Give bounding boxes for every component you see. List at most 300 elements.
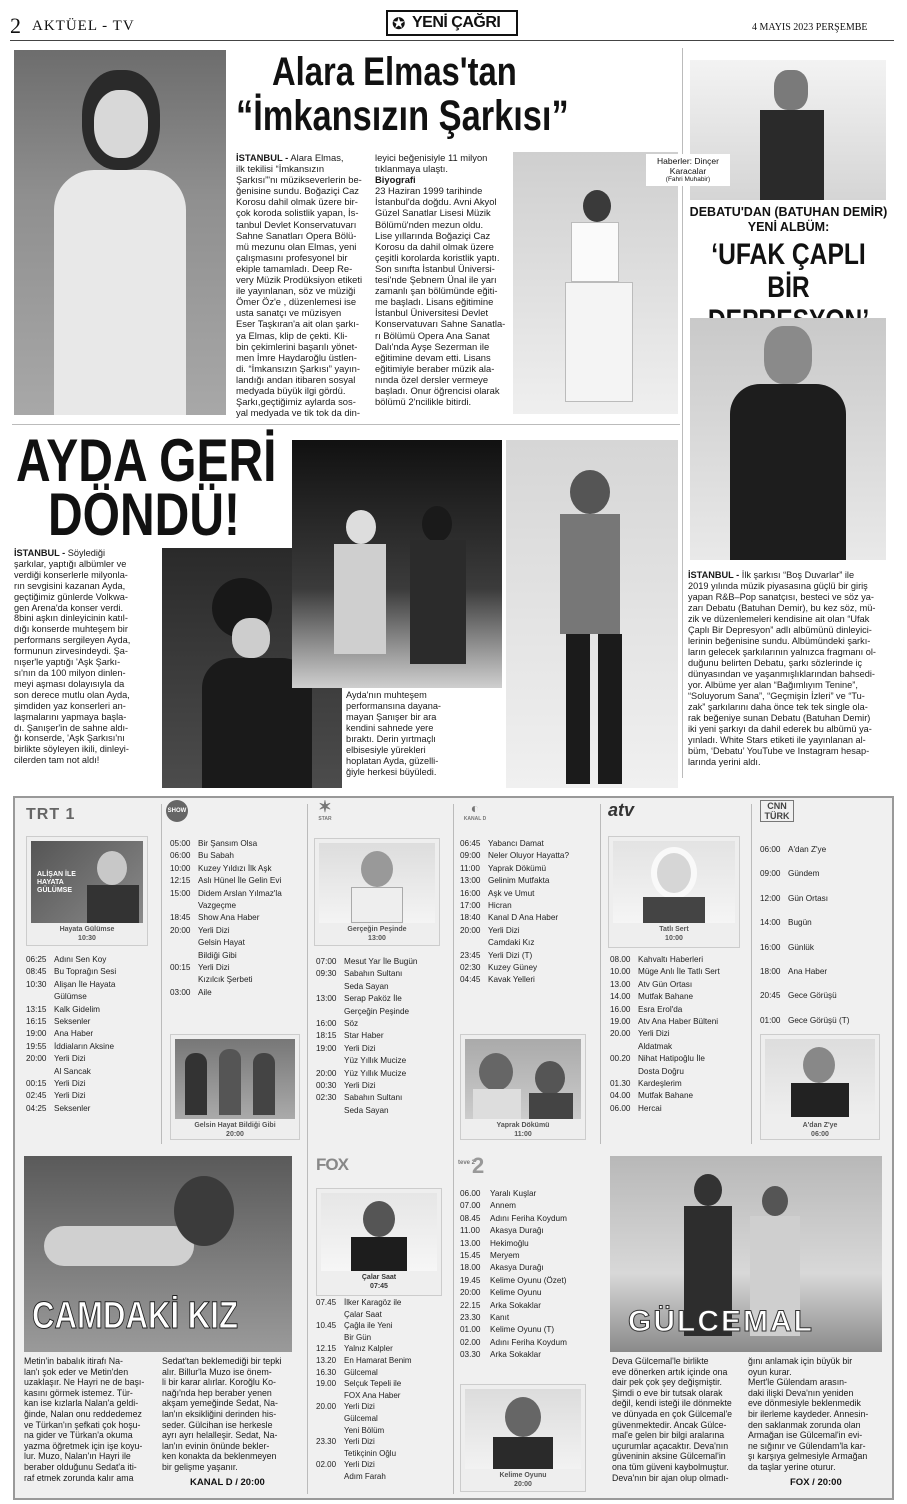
teve2-program-photo <box>465 1389 581 1469</box>
schedule-row <box>26 1053 116 1065</box>
debatu-body <box>688 570 892 768</box>
schedule-program: Yerli Dizi <box>638 1029 670 1039</box>
schedule-time: 18:15 <box>316 1031 337 1041</box>
schedule-program: Kuzey Yıldızı İlk Aşk <box>198 863 272 873</box>
schedule-row <box>460 1287 567 1299</box>
text-line: akşam yemeğinde Sedat, Na- <box>162 1398 278 1409</box>
text-line: mal'e gelen bir bilgi aralarına <box>612 1430 725 1441</box>
schedule-program: Aldatmak <box>638 1041 673 1051</box>
schedule-time: 23.30 <box>316 1437 337 1447</box>
schedule-time: 19.00 <box>316 1379 337 1389</box>
schedule-time: 20:45 <box>760 991 781 1001</box>
text-line: İstanbul'da doğdu. Avni Akyol <box>375 196 497 208</box>
text-line: ile yayınlanan, söz ve müziği <box>236 285 356 297</box>
text-line: seder. Gülcihan ise herkesle <box>162 1419 273 1430</box>
cnnturk-caption-title: A'dan Z'ye <box>802 1122 838 1129</box>
schedule-program: Mutfak Bahane <box>638 1091 694 1101</box>
text-line: medyada büyük ilgi gördü. <box>236 384 346 396</box>
schedule-program: Al Sancak <box>54 1066 91 1076</box>
schedule-row <box>316 1055 417 1067</box>
text-line: ve Türkan'ın şefkati çok hoşu- <box>24 1419 141 1430</box>
schedule-program: Gelinim Mutfakta <box>488 876 550 886</box>
schedule-row <box>610 1090 720 1102</box>
text-line: Güzel Sanatlar Lisesi Müzik <box>375 207 491 219</box>
schedule-time: 18:40 <box>460 913 481 923</box>
schedule-time: 20:00 <box>460 1288 481 1298</box>
trt1-caption-title: Hayata Gülümse <box>59 926 115 933</box>
schedule-row <box>316 956 417 968</box>
schedule-row <box>316 1332 412 1344</box>
teve2-number-icon: 2 <box>472 1153 485 1178</box>
schedule-row <box>26 1028 116 1040</box>
text-line: lan'ın eksikliğini derinden his- <box>162 1408 277 1419</box>
schedule-time: 19:00 <box>316 1043 337 1053</box>
schedule-time: 13:00 <box>316 994 337 1004</box>
schedule-program: Kelime Oyunu (T) <box>490 1325 555 1335</box>
star-logo-text: STAR <box>318 816 332 822</box>
schedule-program: Ana Haber <box>788 967 828 977</box>
schedule-time: 02:45 <box>26 1091 47 1101</box>
schedule-time: 20:00 <box>316 1068 337 1078</box>
text-line: uçurumlar açacaktır. Deva'nın <box>612 1440 729 1451</box>
cnnturk-photo-box <box>760 1034 880 1140</box>
schedule-row <box>26 1103 116 1115</box>
schedule-row <box>26 966 116 978</box>
page-number: 2 <box>10 13 21 38</box>
text-line: lan'ı şok eder ve Metin'den <box>24 1366 129 1377</box>
text-line: gen Arena'da konser verdi. <box>14 602 124 613</box>
schedule-time: 12.15 <box>316 1344 337 1354</box>
schedule-program: Mesut Yar İle Bugün <box>344 957 418 966</box>
schedule-row <box>316 1448 412 1460</box>
text-line: Deva Gülcemal'le birlikte <box>612 1356 709 1366</box>
schedule-time: 10:30 <box>26 979 47 989</box>
schedule-row <box>610 1053 720 1065</box>
schedule-program: Yerli Dizi <box>344 1081 376 1091</box>
channel-logo-star <box>314 800 336 822</box>
schedule-time: 01.00 <box>460 1325 481 1335</box>
schedule-time: 12:00 <box>760 893 781 903</box>
text-line: sı'nın da 100 milyon dinlen- <box>14 667 126 678</box>
schedule-row <box>316 1378 412 1390</box>
schedule-row <box>760 960 849 984</box>
schedule-row <box>170 925 282 937</box>
schedule-row <box>316 1030 417 1042</box>
schedule-program: Bu Sabah <box>198 851 234 861</box>
schedule-row <box>760 984 849 1008</box>
atv-program-photo <box>613 841 735 923</box>
channel-logo-teve2 <box>458 1155 498 1177</box>
debatu-kicker <box>686 205 891 235</box>
schedule-program: Yerli Dizi <box>344 1402 375 1412</box>
schedule-row <box>316 1018 417 1030</box>
text-line: mayan Şanışer bir ara <box>346 712 437 722</box>
text-line: yazma öğretmek için işe koyu- <box>24 1440 143 1451</box>
schedule-program: Seda Sayan <box>344 981 389 991</box>
schedule-program: Yerli Dizi <box>344 1460 375 1470</box>
cnnturk-program-photo <box>765 1039 875 1117</box>
schedule-row <box>316 993 417 1005</box>
schedule-time: 20.00 <box>610 1029 631 1039</box>
schedule-program: Hicran <box>488 901 512 911</box>
schedule-program: Kızılcık Şerbeti <box>198 975 253 985</box>
schedule-program: Gelsin Hayat <box>198 938 245 948</box>
kanald-photo-box <box>460 1034 586 1140</box>
schedule-row <box>460 1262 567 1274</box>
text-line: 2019 yılında müzik piyasasına güçlü bir giriş <box>688 581 868 591</box>
schedule-program: En Hamarat Benim <box>344 1355 412 1365</box>
text-line: li bir karar alırlar. Koroğlu Ko- <box>162 1377 276 1388</box>
schedule-row <box>316 981 417 993</box>
text-line: Korosu da dahil olmak üzere <box>375 240 494 252</box>
column-divider <box>453 804 454 1494</box>
atv-schedule <box>610 954 720 1115</box>
schedule-row <box>460 1213 567 1225</box>
schedule-row <box>460 937 569 949</box>
schedule-time: 06:00 <box>760 845 781 854</box>
text-line: birlikte söyleyen ikili, dinleyi- <box>14 744 129 755</box>
schedule-time: 10:00 <box>170 863 191 873</box>
schedule-row <box>460 1349 567 1361</box>
gulcemal-channel: FOX / 20:00 <box>790 1477 842 1488</box>
schedule-time: 06:00 <box>170 851 191 861</box>
schedule-row <box>610 991 720 1003</box>
schedule-program: Kelime Oyunu <box>490 1288 542 1298</box>
schedule-time: 01.30 <box>610 1079 631 1089</box>
schedule-row <box>610 1028 720 1040</box>
fox-photo-box <box>316 1188 442 1296</box>
schedule-program: Yaprak Dökümü <box>488 863 547 873</box>
text-line: tesi'nde Şebnem Ünal ile yarı <box>375 274 497 286</box>
ayda-photo-caption <box>346 690 456 778</box>
schedule-program: Yerli Dizi <box>54 1079 86 1089</box>
text-line: Şarkı,geçtiğimiz aylarda sos- <box>236 396 356 408</box>
channel-logo-show: SHOW <box>166 800 188 822</box>
schedule-program: Atv Ana Haber Bülteni <box>638 1017 719 1027</box>
schedule-row <box>460 838 569 850</box>
schedule-time: 13.00 <box>460 1238 481 1248</box>
schedule-time: 00.20 <box>610 1054 631 1064</box>
text-line: very Müzik Prodüksiyon etiketi <box>236 274 363 286</box>
schedule-row <box>316 1413 412 1425</box>
text-line: Metin'in babalık itirafı Na- <box>24 1356 123 1366</box>
schedule-row <box>170 850 282 862</box>
schedule-time: 09:30 <box>316 969 337 979</box>
text-line: bir gelişme yaşanır. <box>162 1461 238 1472</box>
kanald-logo-text: KANAL D <box>463 816 487 822</box>
schedule-time: 23:45 <box>460 950 481 960</box>
schedule-row <box>316 1309 412 1321</box>
kanald-program-photo <box>465 1039 581 1119</box>
schedule-row <box>26 1078 116 1090</box>
text-line: yınladı. White Stars etiketi ile yayınlanan al- <box>688 735 866 745</box>
schedule-row <box>316 1068 417 1080</box>
schedule-program: Seda Sayan <box>344 1105 389 1115</box>
schedule-time: 02:30 <box>316 1093 337 1103</box>
schedule-row <box>610 1078 720 1090</box>
logo-text: YENİ ÇAĞRI <box>412 14 501 31</box>
star-schedule <box>316 956 417 1117</box>
text-line: Armağan ise Gülcemal'in evi- <box>748 1430 863 1441</box>
kanald-caption-time: 11:00 <box>514 1131 532 1138</box>
text-line: landığı andan itibaren sosyal <box>236 373 356 385</box>
schedule-row <box>170 950 282 962</box>
text-line: ne sığınır ve Gülendam'la kar- <box>748 1440 866 1451</box>
schedule-time: 19.00 <box>610 1017 631 1027</box>
schedule-row <box>316 1105 417 1117</box>
schedule-row <box>316 1425 412 1437</box>
text-line: kasını görmek istemez. Tür- <box>24 1387 133 1398</box>
text-line: ğinde, Nalan onu reddedemez <box>24 1408 142 1419</box>
schedule-time: 08.00 <box>610 955 631 964</box>
schedule-row <box>170 900 282 912</box>
schedule-program: Yerli Dizi <box>198 925 230 935</box>
channel-logo-kanald <box>460 800 490 822</box>
fox-schedule <box>316 1297 412 1483</box>
schedule-time: 07:00 <box>316 957 337 966</box>
schedule-time: 06:45 <box>460 839 481 848</box>
text-line: beraber olduğunu Sedat'a iti- <box>24 1461 137 1472</box>
schedule-program: Arka Sokaklar <box>490 1350 541 1360</box>
schedule-program: Çağla ile Yeni <box>344 1321 393 1331</box>
text-line: İSTANBUL - Söylediği <box>14 548 106 558</box>
schedule-program: Yerli Dizi <box>54 1054 86 1064</box>
text-line: ların gelecek şarkılarının yalnızca fragmanı ol- <box>688 647 876 657</box>
schedule-time: 08.45 <box>460 1213 481 1223</box>
schedule-program: Gerçeğin Peşinde <box>344 1006 410 1016</box>
schedule-program: Bugün <box>788 918 812 928</box>
text-line: Bölümü'nden mezun oldu. <box>375 218 484 230</box>
schedule-program: Hercai <box>638 1103 662 1113</box>
schedule-time: 05:00 <box>170 839 191 848</box>
text-line: kendini sahnede yere <box>346 723 434 733</box>
schedule-time: 02.00 <box>316 1460 337 1470</box>
text-line: duğunu belirten Debatu, şarkı sözlerinde iç <box>688 658 863 668</box>
text-line: tıklanmaya ulaştı. <box>375 163 448 175</box>
text-line: ya Elmas, klip de çekti. Kli- <box>236 329 348 341</box>
schedule-row <box>460 1324 567 1336</box>
schedule-row <box>316 1355 412 1367</box>
gulcemal-photo <box>610 1156 882 1352</box>
schedule-row <box>610 1016 720 1028</box>
schedule-time: 16:00 <box>760 942 781 952</box>
column-divider <box>600 804 601 1144</box>
schedule-program: Yalnız Kalpler <box>344 1344 393 1354</box>
atv-caption-time: 10:00 <box>665 935 683 942</box>
schedule-program: Adını Feriha Koydum <box>490 1337 567 1347</box>
schedule-time: 19.45 <box>460 1275 481 1285</box>
text-line: rak beğeniye sunan Debatu (Batuhan Demir) <box>688 713 871 723</box>
text-line: elbisesiyle yürekleri <box>346 745 426 755</box>
schedule-time: 16:00 <box>460 888 481 898</box>
alara-seated-photo <box>513 152 678 414</box>
schedule-program: Söz <box>344 1019 359 1029</box>
schedule-row <box>460 1312 567 1324</box>
text-line: formunun zirvesindeydi. Şa- <box>14 646 128 657</box>
schedule-time: 16.30 <box>316 1367 337 1377</box>
text-line: ğenisine sundu. Boğaziçi Caz <box>236 185 359 197</box>
schedule-program: Didem Arslan Yılmaz'la <box>198 888 282 898</box>
schedule-time: 07.45 <box>316 1298 337 1307</box>
text-line: cilerden tam not aldı! <box>14 755 100 766</box>
text-line: me başladı. Lisans eğitimine <box>375 296 494 308</box>
teve2-logo-text: teve 2 <box>458 1160 476 1166</box>
star-program-photo <box>319 843 435 923</box>
text-line: ğı konserde, 'Aşk Şarkısı'nı <box>14 733 125 744</box>
schedule-time: 14:00 <box>760 918 781 928</box>
cnnturk-schedule <box>760 838 849 1033</box>
schedule-program: Müge Anlı İle Tatlı Sert <box>638 967 720 977</box>
schedule-row <box>460 900 569 912</box>
text-line: dığı konserde muhteşem bir <box>14 624 128 635</box>
star-icon: ✶ <box>318 799 332 816</box>
schedule-time: 08:45 <box>26 967 47 977</box>
schedule-row <box>26 1090 116 1102</box>
text-line: yor. Albüme yer alan “Bağımlıyım Tenine”, <box>688 680 858 690</box>
text-line: Şarkısı”'nı müzikseverlerin be- <box>236 174 362 186</box>
schedule-time: 18.00 <box>460 1263 481 1273</box>
schedule-row <box>170 875 282 887</box>
byline <box>646 154 730 186</box>
text-line: raf etmek zorunda kalır ama <box>24 1472 134 1483</box>
text-line: güvenmektedir. Ancak Gülce- <box>612 1419 727 1430</box>
trt1-photo-box <box>26 836 148 946</box>
cnnturk-caption-time: 06:00 <box>811 1131 829 1138</box>
text-line: Çaplı Bir Depresyon” adlı albümünü dinleyici- <box>688 625 872 635</box>
camdaki-kiz-photo <box>24 1156 292 1352</box>
text-line: şimdiden yaz konserleri an- <box>14 700 126 711</box>
text-line: lerinin beğenisine sundu. Albümündeki şarkı- <box>688 636 871 646</box>
text-line: ona tüm güveni kaybolmuştur. <box>612 1461 729 1472</box>
text-line: ilk tekilisi “İmkansızın <box>236 163 325 175</box>
schedule-time: 09:00 <box>460 851 481 861</box>
kanald-schedule <box>460 838 569 987</box>
schedule-time: 09:00 <box>760 869 781 879</box>
schedule-time: 10.45 <box>316 1321 337 1331</box>
schedule-row <box>460 850 569 862</box>
schedule-program: Yerli Dizi (T) <box>488 950 533 960</box>
text-line: başladı. Onur öğrencisi olarak <box>375 384 500 396</box>
text-line: “Soluyorum Sana”, “Geçmişin İzleri” ve “Tu- <box>688 691 865 701</box>
schedule-row <box>760 911 849 935</box>
schedule-time: 20:00 <box>26 1054 47 1064</box>
text-line: bin çekimlerini başarılı yönet- <box>236 340 358 352</box>
schedule-program: Aslı Hünel İle Gelin Evi <box>198 876 282 886</box>
schedule-row <box>26 1066 116 1078</box>
schedule-program: Serap Paköz İle <box>344 994 402 1004</box>
schedule-program: Gülümse <box>54 992 87 1002</box>
schedule-program: Gündem <box>788 869 820 879</box>
schedule-row <box>760 862 849 886</box>
schedule-program: Camdaki Kız <box>488 938 535 948</box>
schedule-row <box>460 912 569 924</box>
text-line: ayrı ayrı helalleşir. Sedat, Na- <box>162 1430 278 1441</box>
text-line: di. “İmkansızın Şarkısı” yayın- <box>236 362 360 374</box>
schedule-program: Kavak Yelleri <box>488 975 535 985</box>
schedule-row <box>26 954 116 966</box>
text-line: Biyografi <box>375 174 416 186</box>
schedule-row <box>316 1320 412 1332</box>
text-line: leyici beğenisiyle 11 milyon <box>375 152 488 163</box>
show-schedule <box>170 838 282 999</box>
schedule-row <box>460 1225 567 1237</box>
text-line: zarı Debatu (Batuhan Demir), bu kez söz, mü- <box>688 603 876 613</box>
schedule-program: FOX Ana Haber <box>344 1390 401 1400</box>
schedule-program: Dosta Doğru <box>638 1066 684 1076</box>
schedule-row <box>460 875 569 887</box>
schedule-program: Bir Gün <box>344 1332 372 1342</box>
text-line: nağı'nda hep beraber yenen <box>162 1387 272 1398</box>
schedule-row <box>460 1200 567 1212</box>
schedule-time: 22.15 <box>460 1300 481 1310</box>
text-line: ekiple tamamladı. Deep Re- <box>236 262 353 274</box>
text-line: den saklanmak zorunda olan <box>748 1419 861 1430</box>
schedule-row <box>460 888 569 900</box>
text-line: oyun kurar. <box>748 1366 792 1377</box>
schedule-row <box>316 1092 417 1104</box>
schedule-row <box>760 887 849 911</box>
text-line: verdiği konserlerle milyonla- <box>14 569 128 580</box>
schedule-time: 06.00 <box>610 1103 631 1113</box>
schedule-program: Bildiği Gibi <box>198 950 237 960</box>
text-line: meyi aşması dolayısıyla da <box>14 678 125 689</box>
schedule-row <box>610 1103 720 1115</box>
schedule-program: Hekimoğlu <box>490 1238 529 1248</box>
schedule-row <box>170 987 282 999</box>
text-line: tanbul Devlet Konservatuvarı <box>236 218 357 230</box>
schedule-program: Gülcemal <box>344 1413 378 1423</box>
schedule-row <box>760 1009 849 1033</box>
masthead-rule <box>10 40 894 41</box>
schedule-program: Adım Farah <box>344 1471 386 1481</box>
schedule-time: 02.00 <box>460 1337 481 1347</box>
schedule-program: Bu Toprağın Sesi <box>54 967 117 977</box>
schedule-program: Adını Feriha Koydum <box>490 1213 567 1223</box>
schedule-program: Nihat Hatipoğlu İle <box>638 1054 705 1064</box>
schedule-time: 07.00 <box>460 1201 481 1211</box>
teve2-photo-box <box>460 1384 586 1492</box>
schedule-row <box>26 1004 116 1016</box>
byline-line1: Haberler: Dinçer <box>657 156 719 166</box>
schedule-time: 02:30 <box>460 963 481 973</box>
schedule-time: 13:00 <box>460 876 481 886</box>
trt1-photo-text: ALİŞAN İLE HAYATA GÜLÜMSE <box>37 871 76 894</box>
schedule-program: Kuzey Güney <box>488 963 538 973</box>
schedule-row <box>610 1066 720 1078</box>
text-line: da taşlar yerine oturur. <box>748 1461 836 1472</box>
schedule-time: 04:25 <box>26 1103 47 1113</box>
schedule-program: Adını Sen Koy <box>54 955 107 964</box>
text-line: eve dönmesiyle beklenmedik <box>748 1398 861 1409</box>
fox-caption-time: 07:45 <box>370 1283 388 1290</box>
schedule-program: İddiaların Aksine <box>54 1041 115 1051</box>
debatu-kicker-line1: DEBATU'DAN (BATUHAN DEMİR) <box>689 205 888 219</box>
schedule-program: Esra Erol'da <box>638 1004 683 1014</box>
text-line: dair pek çok şey değişmiştir. <box>612 1377 723 1388</box>
schedule-row <box>460 863 569 875</box>
text-line: daki ilişki Deva'nın yeniden <box>748 1387 854 1398</box>
schedule-row <box>610 954 720 966</box>
schedule-program: Gece Görüşü <box>788 991 837 1001</box>
schedule-program: Yeni Bölüm <box>344 1425 385 1435</box>
text-line: şı karşıya gelmesiyle Armağan <box>748 1451 868 1462</box>
schedule-program: Ana Haber <box>54 1029 94 1039</box>
text-line: İSTANBUL - İlk şarkısı “Boş Duvarlar” ile <box>688 570 855 580</box>
text-line: dünyasından ve yaşanmışlıklarından bahsedi- <box>688 669 875 679</box>
schedule-program: A'dan Z'ye <box>788 845 827 854</box>
schedule-program: Yerli Dizi <box>344 1043 376 1053</box>
schedule-time: 06:25 <box>26 955 47 964</box>
